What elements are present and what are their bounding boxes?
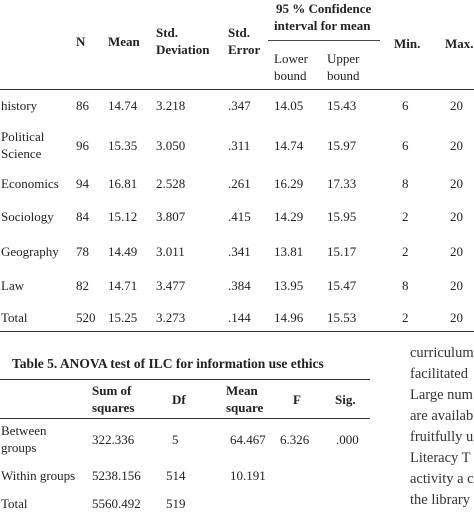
header-std-err-line1: Std. [228, 25, 251, 40]
cell-min: 8 [402, 176, 409, 191]
cell-sd: 3.807 [156, 209, 186, 224]
header-upper-line1: Upper [327, 51, 360, 66]
row-label: Total [1, 496, 28, 511]
cell-lower: 13.95 [274, 278, 304, 293]
cell-se: .384 [228, 278, 251, 293]
cell-sd: 3.011 [156, 244, 185, 259]
body-text-line: Large num [410, 387, 473, 403]
cell-se: .341 [228, 244, 251, 259]
cell-df: 514 [166, 468, 186, 483]
header-rule [0, 89, 474, 90]
cell-df: 5 [172, 432, 179, 447]
cell-max: 20 [450, 244, 463, 259]
cell-min: 2 [402, 310, 409, 325]
cell-ss: 5238.156 [92, 468, 141, 483]
caption-rule [0, 379, 370, 380]
cell-se: .311 [228, 138, 251, 153]
header-ci-line1: 95 % Confidence [276, 1, 372, 16]
cell-lower: 16.29 [274, 176, 304, 191]
row-label-line2: groups [1, 440, 37, 455]
body-text-line: curriculum [410, 345, 474, 361]
header-std-err-line2: Error [228, 42, 261, 57]
header-sig: Sig. [335, 392, 356, 407]
cell-se: .415 [228, 209, 251, 224]
cell-upper: 17.33 [327, 176, 357, 191]
cell-upper: 15.95 [327, 209, 357, 224]
cell-max: 20 [450, 209, 463, 224]
cell-lower: 14.74 [274, 138, 304, 153]
cell-sd: 2.528 [156, 176, 186, 191]
cell-sig: .000 [336, 432, 359, 447]
header-ss-line1: Sum of [92, 383, 132, 398]
header-mean: Mean [108, 34, 140, 49]
ci-underline [268, 40, 380, 41]
cell-upper: 15.17 [327, 244, 357, 259]
row-label: Total [1, 310, 28, 325]
cell-se: .144 [228, 310, 251, 325]
header-std-dev-line2: Deviation [156, 42, 210, 57]
cell-sd: 3.218 [156, 98, 186, 113]
cell-min: 6 [402, 98, 409, 113]
cell-sd: 3.050 [156, 138, 186, 153]
row-label: Geography [1, 244, 59, 259]
cell-upper: 15.97 [327, 138, 357, 153]
header-ci-line2: interval for mean [274, 18, 371, 33]
cell-sd: 3.273 [156, 310, 186, 325]
header-ss-line2: squares [92, 400, 135, 415]
cell-n: 78 [76, 244, 89, 259]
header-min: Min. [394, 36, 421, 51]
cell-n: 82 [76, 278, 89, 293]
header-lower-line2: bound [274, 68, 307, 83]
cell-f: 6.326 [280, 432, 310, 447]
header-lower-line1: Lower [274, 51, 308, 66]
body-text-line: facilitated [410, 366, 468, 382]
cell-upper: 15.47 [327, 278, 357, 293]
row-label: history [1, 98, 38, 113]
cell-max: 20 [450, 278, 463, 293]
cell-mean: 16.81 [108, 176, 138, 191]
row-label: Between [1, 423, 47, 438]
header-max: Max. [445, 36, 474, 51]
cell-max: 20 [450, 176, 463, 191]
cell-mean: 15.25 [108, 310, 138, 325]
cell-mean: 15.35 [108, 138, 138, 153]
cell-ss: 322.336 [92, 432, 135, 447]
body-text-line: activity a c [410, 471, 474, 487]
anova-header-rule [0, 418, 370, 419]
cell-max: 20 [450, 310, 463, 325]
row-label: Economics [1, 176, 59, 191]
body-text-line: Literacy T [410, 450, 471, 466]
cell-df: 519 [166, 496, 186, 511]
cell-se: .261 [228, 176, 251, 191]
header-n: N [76, 34, 86, 49]
cell-mean: 14.49 [108, 244, 138, 259]
cell-min: 2 [402, 209, 409, 224]
cell-min: 6 [402, 138, 409, 153]
body-text-line: fruitfully u [410, 429, 474, 445]
header-ms-line1: Mean [226, 383, 258, 398]
body-text-line: the library [410, 492, 470, 508]
header-ms-line2: square [226, 400, 264, 415]
header-std-dev-line1: Std. [156, 25, 179, 40]
header-df: Df [172, 392, 186, 407]
cell-min: 2 [402, 244, 409, 259]
table-bottom-rule [0, 331, 474, 332]
row-label: Political [1, 129, 45, 144]
cell-sd: 3.477 [156, 278, 186, 293]
cell-n: 96 [76, 138, 89, 153]
cell-mean: 14.71 [108, 278, 138, 293]
cell-ms: 10.191 [230, 468, 266, 483]
cell-n: 86 [76, 98, 89, 113]
cell-upper: 15.43 [327, 98, 357, 113]
cell-n: 520 [76, 310, 96, 325]
cell-se: .347 [228, 98, 251, 113]
cell-lower: 14.05 [274, 98, 304, 113]
cell-n: 84 [76, 209, 89, 224]
cell-mean: 15.12 [108, 209, 138, 224]
cell-lower: 14.96 [274, 310, 304, 325]
cell-max: 20 [450, 98, 463, 113]
cell-ms: 64.467 [230, 432, 266, 447]
row-label: Within groups [1, 468, 76, 483]
row-label: Law [1, 278, 25, 293]
cell-upper: 15.53 [327, 310, 357, 325]
cell-lower: 14.29 [274, 209, 304, 224]
header-upper-line2: bound [327, 68, 360, 83]
cell-max: 20 [450, 138, 463, 153]
row-label-line2: Science [1, 146, 42, 161]
header-f: F [293, 392, 301, 407]
cell-ss: 5560.492 [92, 496, 141, 511]
cell-min: 8 [402, 278, 409, 293]
cell-n: 94 [76, 176, 89, 191]
row-label: Sociology [1, 209, 54, 224]
cell-lower: 13.81 [274, 244, 304, 259]
table-caption: Table 5. ANOVA test of ILC for information use ethics [12, 356, 324, 371]
body-text-line: are availab [410, 408, 474, 424]
cell-mean: 14.74 [108, 98, 138, 113]
